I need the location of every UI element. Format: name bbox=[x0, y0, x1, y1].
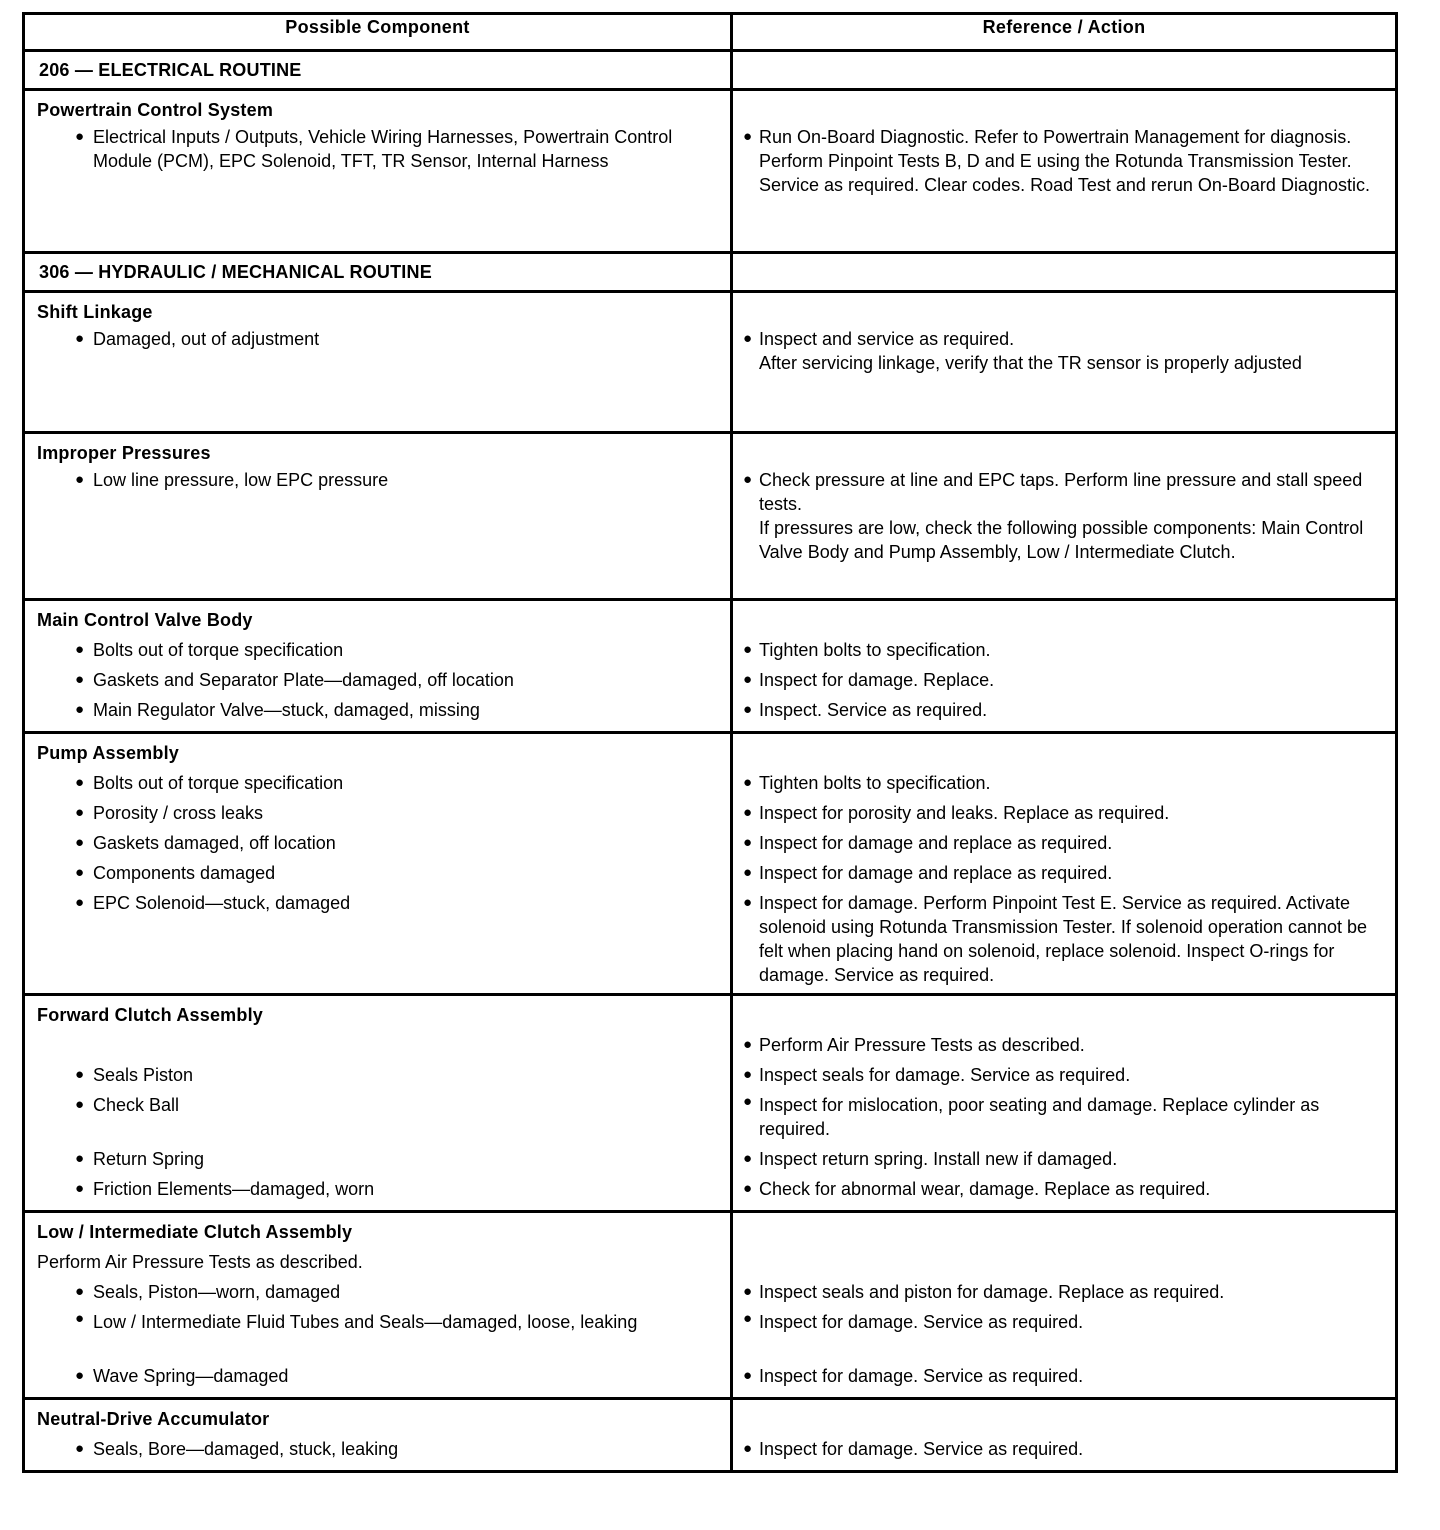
component-cell bbox=[24, 1212, 732, 1399]
action-item: ● Check pressure at line and EPC taps. Perform line pressure and stall speed tests. bbox=[743, 468, 1385, 516]
component-item: ● Components damaged bbox=[37, 858, 718, 888]
component-item: ● Return Spring bbox=[37, 1144, 718, 1174]
section-title-hydraulic: 306 — HYDRAULIC / MECHANICAL ROUTINE bbox=[24, 253, 732, 292]
section-row-electrical bbox=[24, 51, 1397, 90]
component-item: ● Bolts out of torque specification bbox=[37, 768, 718, 798]
action-item: ● Inspect return spring. Install new if damaged. bbox=[743, 1144, 1385, 1174]
group-row-forward-clutch bbox=[24, 995, 1397, 1212]
component-item: ● Check Ball bbox=[37, 1090, 718, 1144]
group-title: Main Control Valve Body bbox=[37, 610, 253, 630]
action-item: ● Check for abnormal wear, damage. Replace as required. bbox=[743, 1174, 1385, 1204]
action-cell bbox=[732, 995, 1397, 1212]
group-title: Low / Intermediate Clutch Assembly bbox=[37, 1222, 353, 1242]
component-item: ● Porosity / cross leaks bbox=[37, 798, 718, 828]
group-row-main-control-valve-body bbox=[24, 600, 1397, 733]
action-item: ● Inspect and service as required. bbox=[743, 327, 1385, 351]
component-item: ● Main Regulator Valve—stuck, damaged, missing bbox=[37, 695, 718, 725]
component-item: ● Wave Spring—damaged bbox=[37, 1361, 718, 1391]
component-cell bbox=[24, 90, 732, 253]
component-cell bbox=[24, 995, 732, 1212]
group-title: Improper Pressures bbox=[37, 443, 211, 463]
action-cell bbox=[732, 292, 1397, 433]
component-cell bbox=[24, 1399, 732, 1472]
component-item: ● Seals, Piston—worn, damaged bbox=[37, 1277, 718, 1307]
action-item: ● Perform Air Pressure Tests as described. bbox=[743, 1030, 1385, 1060]
component-item: ● Gaskets damaged, off location bbox=[37, 828, 718, 858]
component-cell bbox=[24, 600, 732, 733]
action-item: ● Tighten bolts to specification. bbox=[743, 635, 1385, 665]
action-item: ● Inspect for damage and replace as required. bbox=[743, 828, 1385, 858]
empty-cell bbox=[732, 51, 1397, 90]
action-item: ● Inspect for damage. Service as required. bbox=[743, 1361, 1385, 1391]
action-item: ● Inspect seals for damage. Service as required. bbox=[743, 1060, 1385, 1090]
action-item: ● Inspect for damage. Replace. bbox=[743, 665, 1385, 695]
group-title: Shift Linkage bbox=[37, 302, 153, 322]
action-item: ● Inspect seals and piston for damage. Replace as required. bbox=[743, 1277, 1385, 1307]
component-item: ● Gaskets and Separator Plate—damaged, off location bbox=[37, 665, 718, 695]
component-item: ● Friction Elements—damaged, worn bbox=[37, 1174, 718, 1204]
group-title: Forward Clutch Assembly bbox=[37, 1005, 263, 1025]
group-title: Neutral-Drive Accumulator bbox=[37, 1409, 270, 1429]
header-row bbox=[24, 14, 1397, 51]
action-note: Service as required. Clear codes. Road Test and rerun On-Board Diagnostic. bbox=[759, 175, 1370, 195]
column-header-component: Possible Component bbox=[24, 14, 732, 51]
action-item: ● Inspect. Service as required. bbox=[743, 695, 1385, 725]
action-cell bbox=[732, 433, 1397, 600]
component-item: ● EPC Solenoid—stuck, damaged bbox=[37, 888, 718, 918]
diagnosis-table bbox=[22, 12, 1398, 1473]
group-row-pump-assembly bbox=[24, 733, 1397, 995]
group-row-shift-linkage bbox=[24, 292, 1397, 433]
group-note: Perform Air Pressure Tests as described. bbox=[37, 1252, 363, 1272]
action-item: ● Tighten bolts to specification. bbox=[743, 768, 1385, 798]
column-header-action: Reference / Action bbox=[732, 14, 1397, 51]
action-cell bbox=[732, 1399, 1397, 1472]
component-cell bbox=[24, 292, 732, 433]
component-cell bbox=[24, 433, 732, 600]
action-item: ● Inspect for damage. Service as required. bbox=[743, 1307, 1385, 1361]
component-item: ● Electrical Inputs / Outputs, Vehicle Wiring Harnesses, Powertrain Control Module (PCM), EPC Solenoid, TFT, TR Sensor, Internal Harness bbox=[37, 125, 718, 173]
action-item: ● Run On-Board Diagnostic. Refer to Powertrain Management for diagnosis. Perform Pinpoint Tests B, D and E using the Rotunda Transmission Tester. bbox=[743, 125, 1385, 173]
component-item: ● Seals, Bore—damaged, stuck, leaking bbox=[37, 1434, 718, 1464]
component-item: ● Seals Piston bbox=[37, 1060, 718, 1090]
action-item: ● Inspect for mislocation, poor seating and damage. Replace cylinder as required. bbox=[743, 1090, 1385, 1144]
empty-cell bbox=[732, 253, 1397, 292]
component-cell bbox=[24, 733, 732, 995]
action-cell bbox=[732, 733, 1397, 995]
group-row-powertrain bbox=[24, 90, 1397, 253]
action-note: After servicing linkage, verify that the TR sensor is properly adjusted bbox=[759, 353, 1302, 373]
action-item: ● Inspect for damage. Service as required. bbox=[743, 1434, 1385, 1464]
action-item: ● Inspect for damage. Perform Pinpoint Test E. Service as required. Activate solenoid using Rotunda Transmission Tester. If solenoid operation cannot be felt when placing hand on solenoid, replace solenoid. Inspect O-rings for damage. Service as required. bbox=[743, 891, 1385, 987]
component-item: ● Low / Intermediate Fluid Tubes and Seals—damaged, loose, leaking bbox=[37, 1307, 718, 1361]
section-row-hydraulic bbox=[24, 253, 1397, 292]
action-item: ● Inspect for damage and replace as required. bbox=[743, 858, 1385, 888]
group-row-low-intermediate-clutch bbox=[24, 1212, 1397, 1399]
action-item: ● Inspect for porosity and leaks. Replace as required. bbox=[743, 798, 1385, 828]
group-row-neutral-drive-accumulator bbox=[24, 1399, 1397, 1472]
action-cell bbox=[732, 90, 1397, 253]
action-cell bbox=[732, 1212, 1397, 1399]
component-item: ● Damaged, out of adjustment bbox=[37, 327, 718, 351]
component-item: ● Low line pressure, low EPC pressure bbox=[37, 468, 718, 492]
component-item: ● Bolts out of torque specification bbox=[37, 635, 718, 665]
group-title: Pump Assembly bbox=[37, 743, 179, 763]
group-row-improper-pressures bbox=[24, 433, 1397, 600]
action-note: If pressures are low, check the following possible components: Main Control Valve Body and Pump Assembly, Low / Intermediate Clutch. bbox=[759, 518, 1364, 562]
action-cell bbox=[732, 600, 1397, 733]
group-title: Powertrain Control System bbox=[37, 100, 274, 120]
section-title-electrical: 206 — ELECTRICAL ROUTINE bbox=[24, 51, 732, 90]
